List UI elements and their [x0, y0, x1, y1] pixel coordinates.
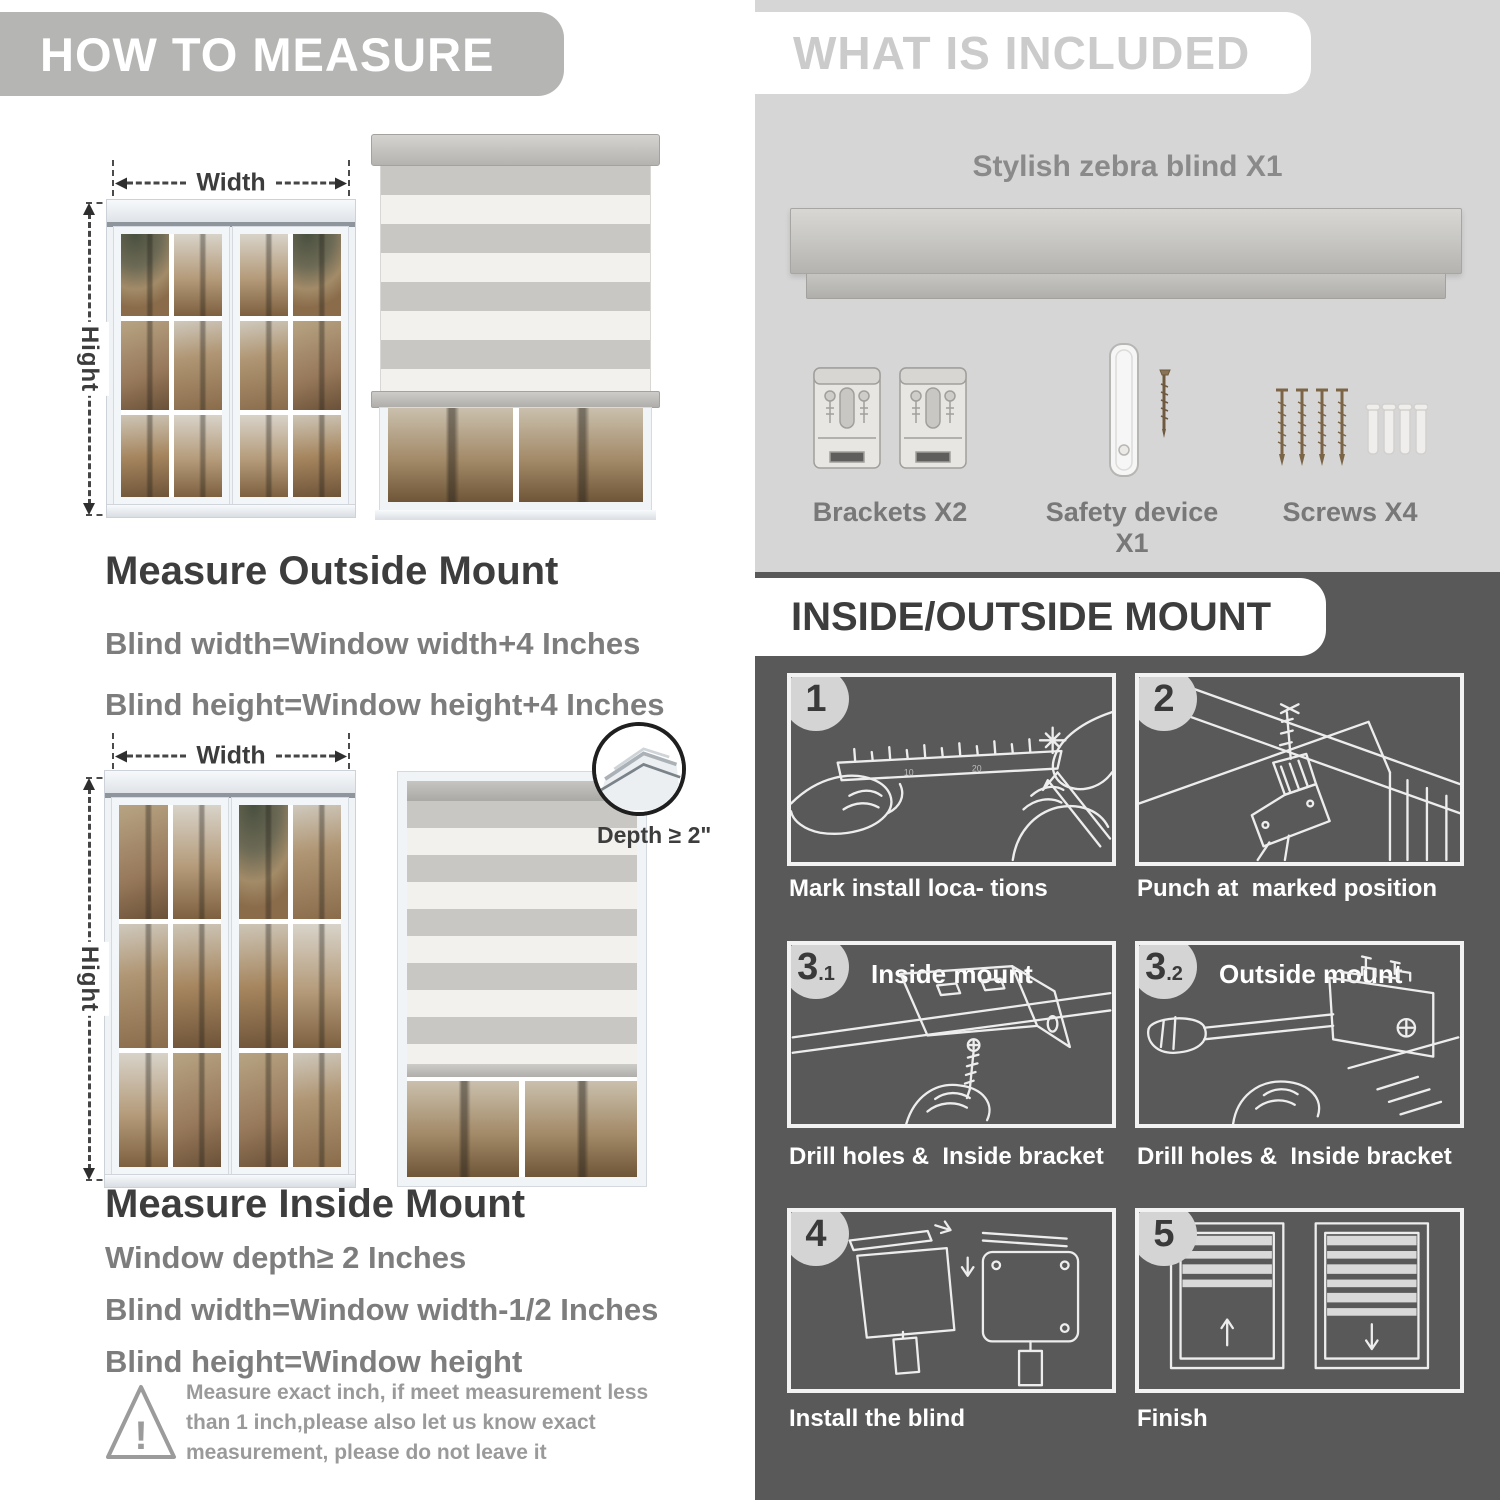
headrail-bar — [790, 208, 1462, 274]
window-pane — [173, 924, 222, 1049]
dash-segment — [276, 182, 335, 185]
width-label: Width — [196, 741, 266, 770]
screws-label: Screws X4 — [1282, 497, 1418, 527]
exclamation-mark: ! — [134, 1414, 148, 1458]
inside-outside-mount-header: INSIDE/OUTSIDE MOUNT — [755, 578, 1326, 656]
window-photo — [104, 770, 356, 1188]
zebra-blind-figure — [371, 134, 660, 520]
window-pane — [239, 805, 288, 919]
window-pane — [240, 415, 288, 497]
step-tile-4 — [787, 1208, 1116, 1393]
inside-mount-label: Inside mount — [871, 959, 1033, 989]
window-pane — [174, 415, 222, 497]
height-arrow — [72, 778, 106, 1180]
window-sill — [375, 510, 656, 520]
blind-bottom-rail — [371, 391, 660, 408]
window-pane — [519, 408, 644, 502]
window-pane — [293, 234, 341, 316]
what-is-included-header: WHAT IS INCLUDED — [755, 12, 1311, 94]
step-number: 4 — [805, 1212, 827, 1255]
step-number: 1 — [805, 677, 827, 720]
height-label: Hight — [69, 322, 109, 396]
depth-label: Depth ≥ 2" — [597, 822, 712, 848]
product-label: Stylish zebra blind X1 — [972, 150, 1283, 183]
window-pane — [239, 1053, 288, 1167]
step-number: 5 — [1153, 1212, 1175, 1255]
width-arrow — [112, 166, 350, 200]
width-arrow — [112, 739, 350, 773]
dash-segment — [276, 755, 335, 758]
window-pane — [173, 1053, 222, 1167]
window-pane — [239, 924, 288, 1049]
arrow-right-icon — [335, 177, 347, 189]
step-caption-3-1: Drill holes & Inside bracket — [789, 1143, 1104, 1170]
width-arrow-line — [115, 742, 347, 771]
brackets-icon — [810, 360, 970, 486]
window-pane — [525, 1081, 637, 1177]
zebra-blind-headrail-image — [790, 208, 1462, 299]
window-pane — [119, 1053, 168, 1167]
window-pane — [293, 805, 342, 919]
safety-device-label: Safety device X1 — [1045, 497, 1219, 558]
arrow-left-icon — [115, 177, 127, 189]
inside-mount-title: Measure Inside Mount — [105, 1182, 526, 1226]
step-caption-3-2: Drill holes & Inside bracket — [1137, 1143, 1452, 1170]
step-number: 3 — [797, 945, 819, 988]
blind-stripes — [380, 166, 651, 391]
window-pane — [407, 1081, 519, 1177]
window-pane — [388, 408, 513, 502]
arrow-right-icon — [335, 750, 347, 762]
inside-mount-line2: Blind width=Window width-1/2 Inches — [105, 1292, 659, 1327]
outside-mount-line2: Blind height=Window height+4 Inches — [105, 687, 665, 722]
window-pane — [293, 924, 342, 1049]
window-below-blind — [380, 408, 651, 510]
height-label: Hight — [69, 942, 109, 1016]
svg-text:20: 20 — [971, 763, 982, 774]
window-pane — [240, 234, 288, 316]
window-pane — [173, 805, 222, 919]
step-subnumber: .1 — [818, 962, 835, 985]
window-pane — [121, 321, 169, 411]
window-pane — [119, 805, 168, 919]
step-caption-2: Punch at marked position — [1137, 875, 1438, 902]
window-pane — [240, 321, 288, 411]
arrow-down-icon — [83, 1168, 95, 1180]
step-number: 3 — [1145, 945, 1167, 988]
step-tile-3-2 — [1135, 941, 1464, 1128]
step-tile-2 — [1135, 673, 1464, 866]
dash-segment — [127, 182, 186, 185]
svg-text:10: 10 — [903, 767, 914, 778]
window-pane — [293, 321, 341, 411]
height-arrow — [72, 203, 106, 515]
width-arrow-line — [115, 169, 347, 198]
step-caption-5: Finish — [1137, 1405, 1208, 1432]
step-caption-4: Install the blind — [789, 1405, 966, 1432]
window-pane — [121, 415, 169, 497]
window-photo — [106, 199, 356, 518]
how-to-measure-header: HOW TO MEASURE — [0, 12, 564, 96]
window-door — [232, 798, 348, 1174]
screws-icon — [1272, 382, 1428, 482]
dash-segment — [127, 755, 186, 758]
window-door — [114, 227, 229, 504]
width-label: Width — [196, 168, 266, 197]
step-tile-1 — [787, 673, 1116, 866]
window-door — [112, 798, 228, 1174]
window-pane — [174, 321, 222, 411]
window-pane — [293, 1053, 342, 1167]
inside-mount-line1: Window depth≥ 2 Inches — [105, 1240, 467, 1275]
outside-mount-title: Measure Outside Mount — [105, 549, 559, 593]
step-number: 2 — [1153, 677, 1175, 720]
window-pane — [121, 234, 169, 316]
window-sill — [107, 504, 355, 517]
window-top-frame — [105, 771, 355, 798]
inside-mount-line3: Blind height=Window height — [105, 1344, 523, 1379]
window-pane — [174, 234, 222, 316]
step-caption-1: Mark install loca- tions — [789, 875, 1048, 902]
window-pane — [293, 415, 341, 497]
outside-mount-line1: Blind width=Window width+4 Inches — [105, 626, 641, 661]
safety-device-icon — [1082, 340, 1192, 490]
step-tile-5 — [1135, 1208, 1464, 1393]
warning-triangle-icon — [102, 1379, 180, 1465]
blind-headrail — [371, 134, 660, 166]
window-glass — [105, 798, 355, 1174]
step-tile-3-1 — [787, 941, 1116, 1128]
arrow-up-icon — [83, 778, 95, 790]
arrow-up-icon — [83, 203, 95, 215]
window-below-blind — [407, 1077, 637, 1177]
warning-text: Measure exact inch, if meet measurement less than 1 inch,please also let us know exact measurement, please do not leave it — [186, 1381, 649, 1464]
window-pane — [119, 924, 168, 1049]
step-subnumber: .2 — [1166, 962, 1183, 985]
frame-corner-detail-icon — [596, 726, 682, 812]
depth-magnifier — [592, 722, 686, 816]
outside-mount-label: Outside mount — [1219, 959, 1403, 989]
blind-bottom-rail — [407, 1064, 637, 1077]
window-door — [233, 227, 348, 504]
window-glass — [107, 227, 355, 504]
arrow-left-icon — [115, 750, 127, 762]
window-top-frame — [107, 200, 355, 227]
brackets-label: Brackets X2 — [812, 497, 968, 527]
arrow-down-icon — [83, 503, 95, 515]
headrail-lip — [806, 274, 1446, 299]
